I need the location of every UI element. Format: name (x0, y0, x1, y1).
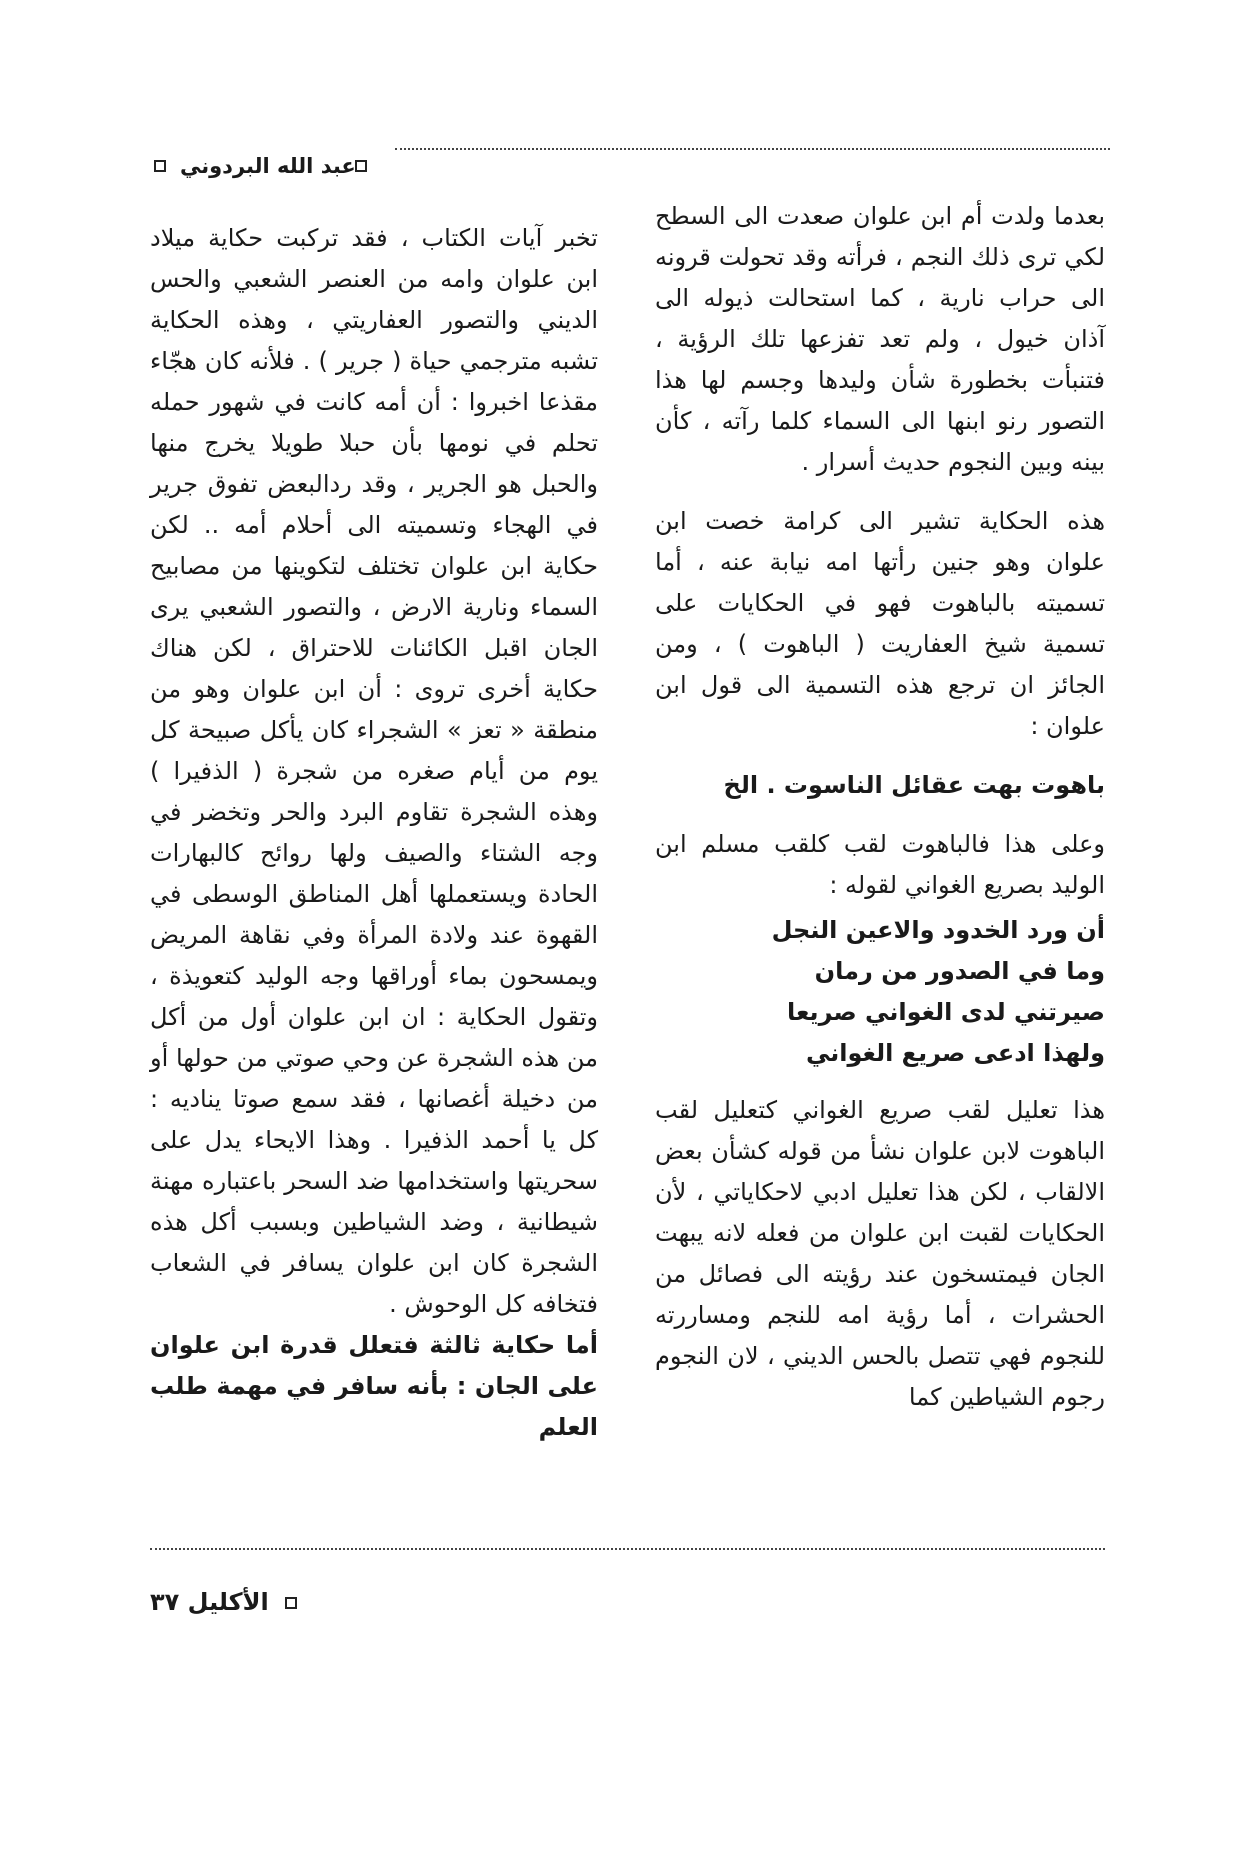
paragraph: وعلى هذا فالباهوت لقب كلقب مسلم ابن الوليد بصريع الغواني لقوله : (655, 830, 1105, 899)
paragraph: تخبر آيات الكتاب ، فقد تركبت حكاية ميلاد ابن علوان وامه من العنصر الشعبي والحس الديني والتصور العفاريتي ، وهذه الحكاية تشبه مترجمي حياة ( جرير ) . فلأنه كان هجّاء مقذعا اخبروا : أن أمه كانت في شهور حمله تحلم في نومها بأن حبلا طويلا يخرج منها والحبل هو الجرير ، وقد ردالبعض تفوق جرير في الهجاء وتسميته الى أحلام أمه .. لكن حكاية ابن علوان تختلف لتكوينها من مصابيح السماء ونارية الارض ، والتصور الشعبي يرى الجان اقبل الكائنات للاحتراق ، لكن هناك حكاية أخرى تروى : أن ابن علوان وهو من منطقة « تعز » الشجراء كان يأكل صبيحة كل يوم من أيام صغره من شجرة ( الذفيرا ) وهذه الشجرة تقاوم البرد والحر وتخضر في وجه الشتاء والصيف ولها روائح كالبهارات الحادة ويستعملها أهل المناطق الوسطى في القهوة عند ولادة المرأة وفي نقاهة المريض ويمسحون بماء أوراقها وجه الوليد كتعويذة ، وتقول الحكاية : ان ابن علوان أول من أكل من هذه الشجرة عن وحي صوتي من حولها أو من دخيلة أغصانها ، فقد سمع صوتا يناديه : كل يا أحمد الذفيرا . وهذا الايحاء يدل على سحريتها واستخدامها ضد السحر باعتباره مهنة شيطانية ، وضد الشياطين وبسبب أكل هذه الشجرة كان ابن علوان يسافر في الشعاب فتخافه كل الوحوش . (150, 224, 598, 1318)
magazine-name: الأكليل (187, 1588, 269, 1616)
page-number: ٣٧ (150, 1588, 180, 1616)
square-ornament-icon (285, 1597, 297, 1609)
square-ornament-icon (154, 160, 166, 172)
left-column (150, 218, 598, 1466)
quoted-verse-line: باهوت بهت عقائل الناسوت . الخ (723, 771, 1105, 799)
running-footer (150, 1588, 297, 1622)
poem-verses (655, 910, 1105, 1074)
paragraph: بعدما ولدت أم ابن علوان صعدت الى السطح لكي ترى ذلك النجم ، فرأته وقد تحولت قرونه الى حراب نارية ، كما استحالت ذيوله الى آذان خيول ، ولم تعد تفزعها تلك الرؤية ، فتنبأت بخطورة شأن وليدها وجسم لها هذا التصور رنو ابنها الى السماء كلما رآته ، كأن بينه وبين النجوم حديث أسرار . (655, 202, 1105, 476)
author-name: عبد الله البردوني (180, 154, 356, 178)
paragraph: هذا تعليل لقب صريع الغواني كتعليل لقب الباهوت لابن علوان نشأ من قوله كشأن بعض الالقاب ، لكن هذا تعليل ادبي لاحكاياتي ، لأن الحكايات لقبت ابن علوان من فعله لانه يبهت الجان فيمتسخون عند رؤيته الى فصائل من الحشرات ، أما رؤية امه للنجم ومساررته للنجوم فهي تتصل بالحس الديني ، لان النجوم رجوم الشياطين كما (655, 1096, 1105, 1411)
verse-line: ولهذا ادعى صريع الغواني (805, 1039, 1105, 1067)
verse-line: أن ورد الخدود والاعين النجل (771, 916, 1105, 944)
running-header (150, 148, 1110, 180)
verse-line: وما في الصدور من رمان (814, 957, 1105, 985)
header-dotted-rule (395, 148, 1110, 150)
footer-dotted-rule (150, 1548, 1105, 1550)
verse-line: صيرتني لدى الغواني صريعا (787, 998, 1105, 1026)
paragraph: أما حكاية ثالثة فتعلل قدرة ابن علوان على الجان : بأنه سافر في مهمة طلب العلم (150, 1331, 598, 1441)
paragraph: هذه الحكاية تشير الى كرامة خصت ابن علوان وهو جنين رأتها امه نيابة عنه ، أما تسميته بالباهوت فهو في الحكايات على تسمية شيخ العفاريت ( الباهوت ) ، ومن الجائز ان ترجع هذه التسمية الى قول ابن علوان : (655, 507, 1105, 740)
square-ornament-icon (355, 160, 367, 172)
right-column (655, 196, 1105, 1436)
